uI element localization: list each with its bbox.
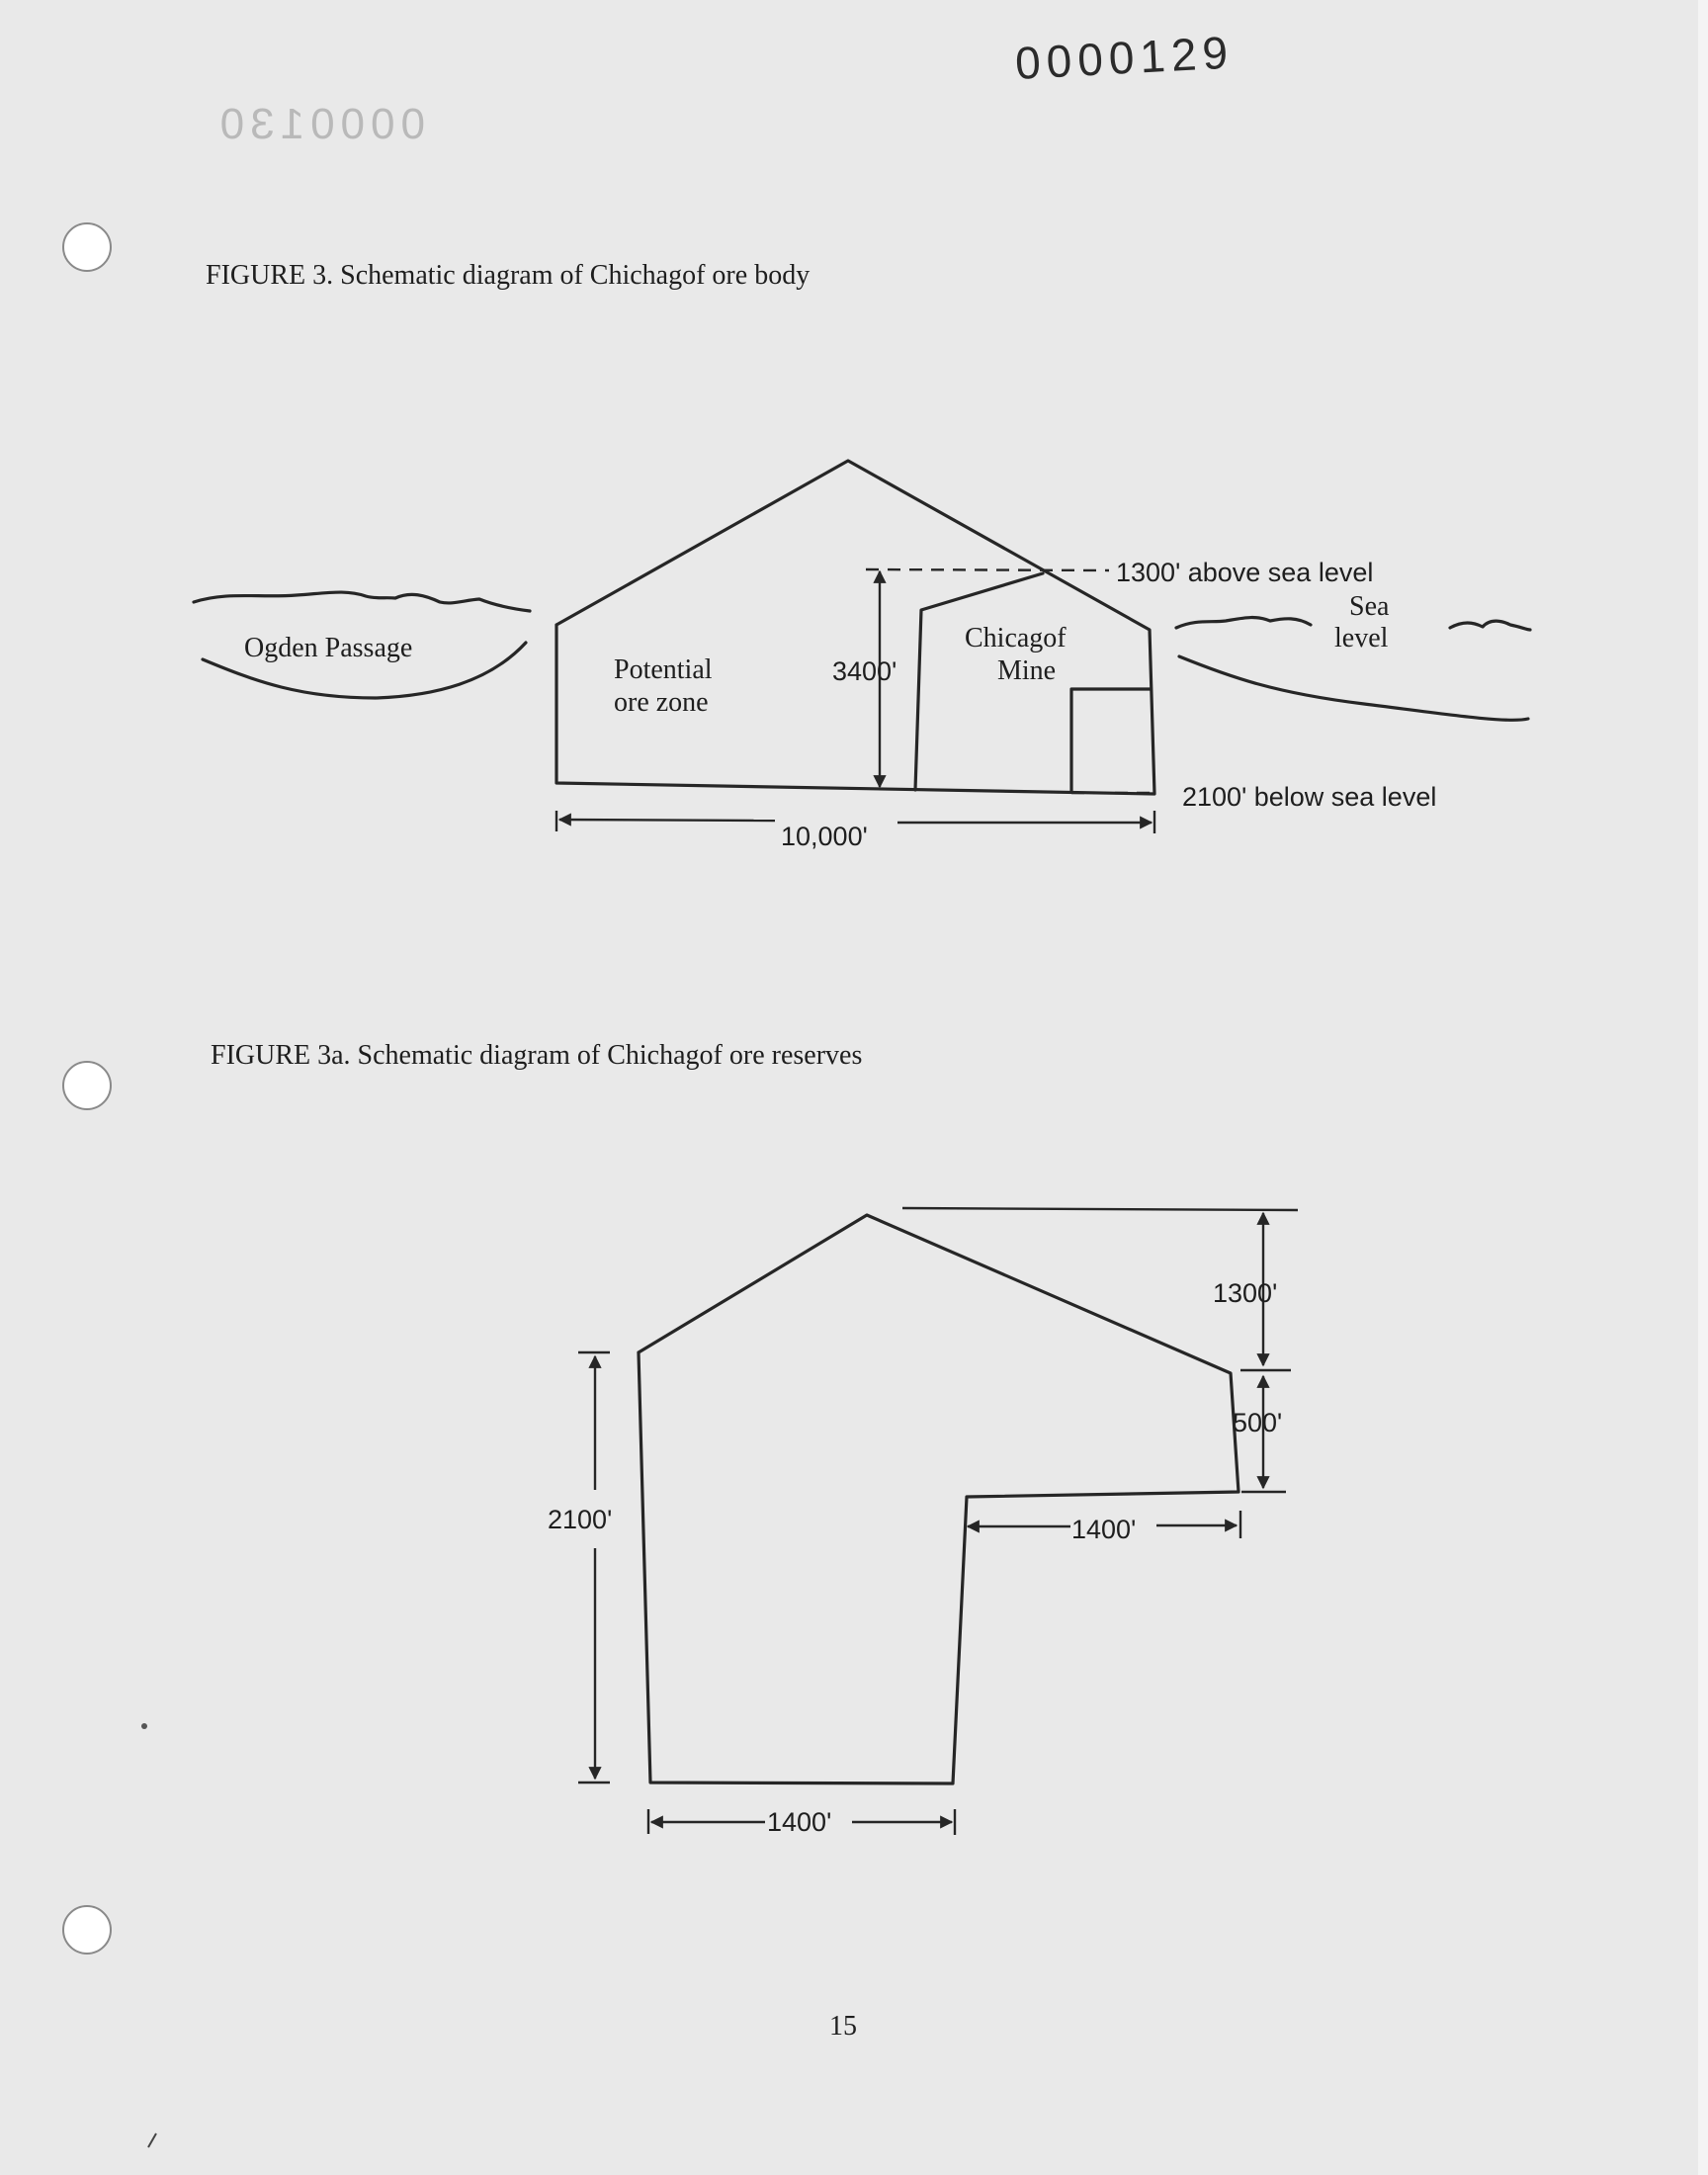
east-wave-right — [1450, 621, 1530, 630]
top-right-dimension-label: 1300' — [1213, 1278, 1278, 1308]
mine-label-line2: Mine — [997, 655, 1057, 686]
east-wave-left — [1176, 618, 1311, 628]
mine-inner-shaft — [1071, 689, 1151, 791]
serial-number: 0000129 — [1013, 26, 1236, 89]
above-sea-level-label: 1300' above sea level — [1116, 558, 1374, 587]
figure3-caption: FIGURE 3. Schematic diagram of Chichagof ore body — [206, 260, 811, 291]
mirrored-serial-group — [214, 100, 425, 148]
below-sea-level-label: 2100' below sea level — [1182, 782, 1437, 812]
left-height-dimension-label: 2100' — [548, 1505, 613, 1534]
stray-mark — [141, 1723, 147, 1729]
ogden-passage-label: Ogden Passage — [244, 633, 413, 663]
bottom-width-dimension-label: 1400' — [767, 1807, 832, 1837]
above-sea-level-line — [866, 569, 1109, 570]
height-dimension-label: 3400' — [832, 656, 897, 686]
sea-label-line2: level — [1334, 623, 1389, 653]
punch-hole-middle — [63, 1062, 111, 1109]
sea-label-line1: Sea — [1349, 591, 1390, 622]
top-reference-line — [902, 1208, 1298, 1210]
figure3a-caption: FIGURE 3a. Schematic diagram of Chichagof ore reserves — [211, 1040, 863, 1071]
mirrored-serial-number: 0000130 — [214, 100, 425, 148]
right-step-dimension-label: 500' — [1233, 1408, 1283, 1437]
step-width-dimension-label: 1400' — [1071, 1515, 1137, 1544]
page-number: 15 — [829, 2011, 857, 2042]
width-dimension-arrow-left — [559, 820, 775, 821]
stray-pen-mark — [148, 2133, 156, 2147]
ogden-wave — [194, 592, 530, 611]
east-shoreline — [1179, 656, 1528, 720]
width-dimension-label: 10,000' — [781, 822, 868, 851]
punch-hole-top — [63, 223, 111, 271]
punch-hole-bottom — [63, 1906, 111, 1954]
potential-label-line2: ore zone — [614, 687, 709, 718]
potential-label-line1: Potential — [614, 654, 713, 685]
ore-reserves-outline — [639, 1215, 1238, 1784]
mine-label-line1: Chicagof — [965, 623, 1067, 653]
